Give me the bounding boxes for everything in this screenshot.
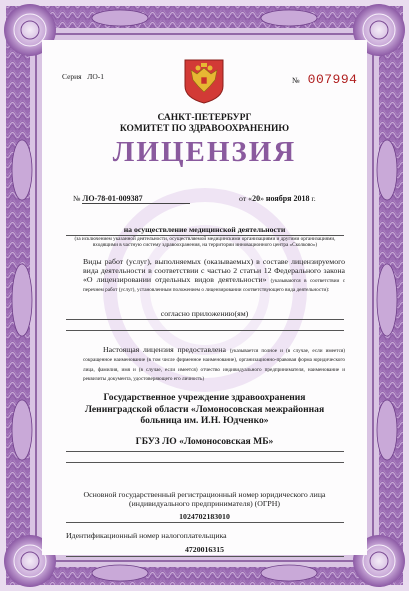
holder-intro-note: (указывается полное и (в случае, если имеется) сокращенное наименование (в том числе фирменное наименование), организационно-правовая форма юридического лица, фамилия, имя и (в случае, если имеется) отчество индивидуального предпринимателя, наименование и реквизиты документа, удостоверяющего его личность) <box>83 348 345 382</box>
blank-number-row <box>292 70 357 88</box>
side-ornament-right <box>377 140 397 460</box>
annex-reference: согласно приложению(ям) <box>160 309 249 318</box>
series-label: Серия <box>62 72 82 81</box>
license-date-day: 20 <box>252 194 261 203</box>
series-label-row <box>62 72 104 81</box>
license-number-row <box>73 194 190 204</box>
holder-short-name: ГБУЗ ЛО «Ломоносовская МБ» <box>135 436 274 447</box>
license-date-row: от «20» ноября 2018 г. <box>239 194 316 203</box>
ogrn-label <box>42 490 367 508</box>
works-text <box>83 257 345 294</box>
license-number-value: ЛО-78-01-009387 <box>82 194 190 204</box>
side-ornament-left <box>12 140 32 460</box>
blank-number-value: 007994 <box>307 72 358 87</box>
ogrn-label-line1: Основной государственный регистрационный номер юридического лица <box>83 490 326 499</box>
works-note: (указываются в соответствии с перечнем работ (услуг), установленным положением о лицензировании соответствующего вида деятельности): <box>83 278 345 294</box>
holder-full-name <box>42 392 367 427</box>
ogrn-label-line2: (индивидуального предпринимателя) (ОГРН) <box>129 499 280 508</box>
document-title: ЛИЦЕНЗИЯ <box>112 136 297 168</box>
issuer-city: САНКТ-ПЕТЕРБУРГ <box>157 113 252 123</box>
holder-full-name-line1: Государственное учреждение здравоохранения <box>103 392 306 403</box>
license-date-year: 2018 <box>293 194 310 203</box>
russian-coat-of-arms-icon <box>183 58 225 104</box>
activity-heading: на осуществление медицинской деятельности <box>123 225 286 234</box>
inn-label: Идентификационный номер налогоплательщика <box>66 531 227 540</box>
license-date-suffix: г. <box>311 194 316 203</box>
works-description: Виды работ (услуг), выполняемых (оказываемых) в составе лицензируемого вида деятельности в соответствии с частью 2 статьи 12 Федерального закона «О лицензировании отдельных видов деятельности» <box>83 257 345 284</box>
activity-note: (за исключением указанной деятельности, осуществляемой медицинскими организациями и другими организациями, входящими в частную систему здравоохранения, на территории инновационного центра «Сколково») <box>74 236 336 249</box>
holder-intro-block <box>83 345 345 382</box>
issuer-committee: КОМИТЕТ ПО ЗДРАВООХРАНЕНИЮ <box>119 124 290 134</box>
ogrn-value: 1024702183010 <box>179 512 230 521</box>
license-date-prefix: от <box>239 194 247 203</box>
inn-value: 4720016315 <box>185 545 224 554</box>
license-date-month: ноября <box>265 194 292 203</box>
blank-number-prefix: № <box>292 76 300 85</box>
holder-full-name-line2: Ленинградской области «Ломоносовская межрайонная <box>84 403 325 415</box>
holder-full-name-line3: больница им. И.Н. Юдченко» <box>140 415 269 426</box>
license-number-prefix: № <box>73 194 81 203</box>
holder-intro: Настоящая лицензия предоставлена <box>103 345 226 354</box>
series-value: ЛО-1 <box>87 72 105 81</box>
issuer-block <box>42 113 367 135</box>
